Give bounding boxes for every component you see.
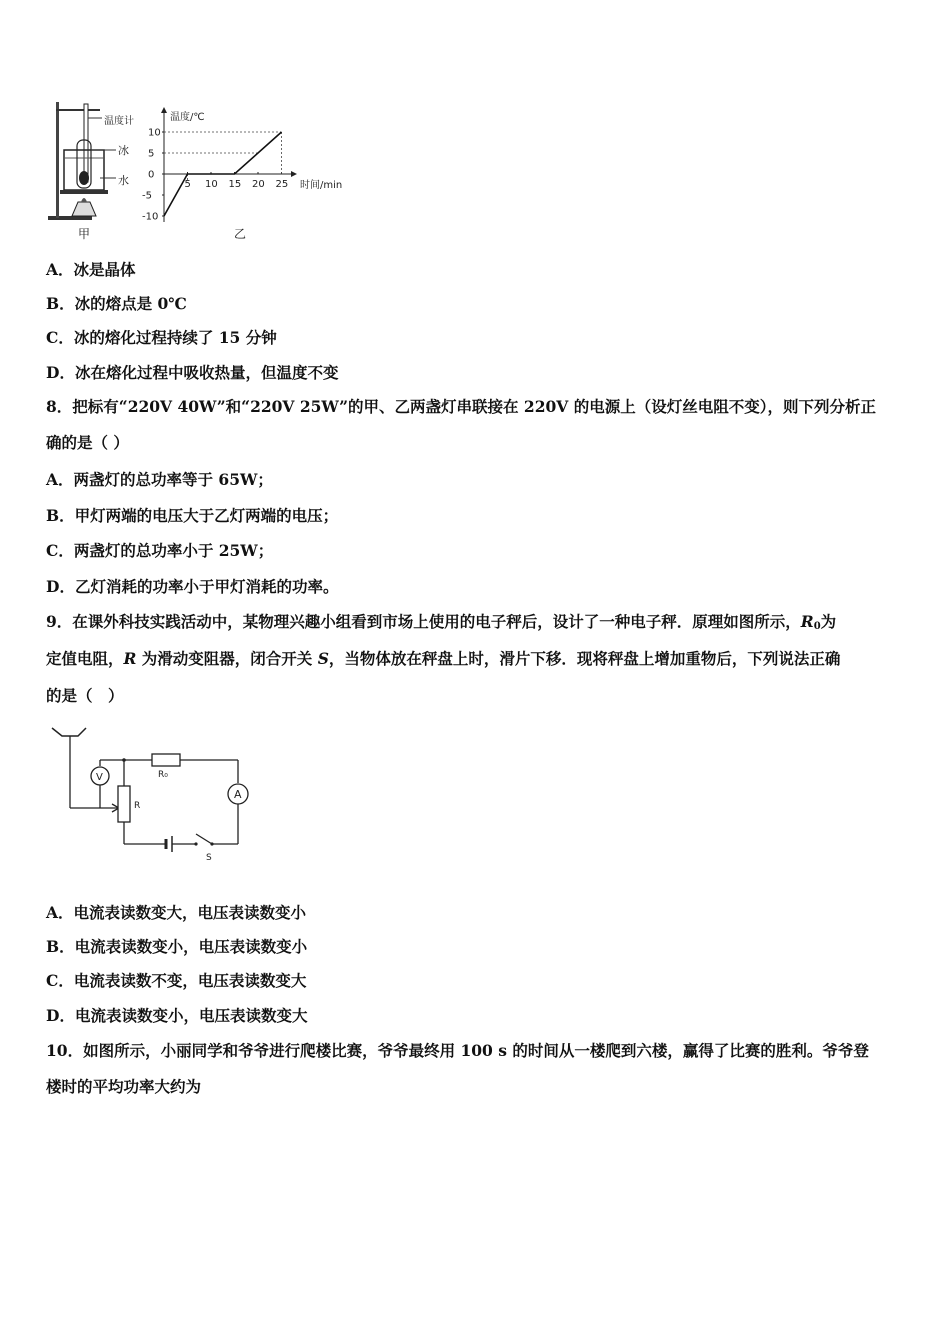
y-tick-label: -10: [142, 211, 159, 223]
voltmeter-label: V: [96, 772, 103, 783]
resistor-r0: [152, 754, 180, 766]
q8-option-c: C．两盏灯的总功率小于 25W；: [46, 541, 274, 560]
q7-option-d: D．冰在熔化过程中吸收热量，但温度不变: [46, 363, 339, 382]
q8-option-d: D．乙灯消耗的功率小于甲灯消耗的功率。: [46, 577, 339, 596]
y-axis-label: 温度/℃: [170, 112, 205, 123]
q8-stem-line2: 确的是（ ）: [46, 433, 129, 452]
switch: [196, 834, 212, 844]
scale-circuit-diagram: [48, 724, 258, 864]
y-tick-label: 5: [148, 148, 155, 160]
graph-caption: 乙: [234, 227, 247, 241]
x-tick-label: 25: [275, 179, 289, 190]
x-tick-label: 10: [205, 179, 218, 190]
x-tick-label: 5: [184, 179, 191, 190]
water-label: 水: [118, 174, 129, 187]
q8-stem-line1: 8．把标有“220V 40W”和“220V 25W”的甲、乙两盏灯串联接在 220V 的电源上（设灯丝电阻不变），则下列分析正: [46, 397, 876, 416]
q9-option-d: D．电流表读数变小，电压表读数变大: [46, 1006, 308, 1025]
r-label: R: [134, 801, 141, 811]
ice-label: 冰: [118, 144, 129, 157]
s-symbol: S: [317, 649, 329, 668]
y-tick-label: 10: [148, 127, 161, 139]
y-tick-label: -5: [142, 190, 152, 202]
x-axis-label: 时间/min: [300, 180, 343, 191]
apparatus-caption: 甲: [78, 227, 91, 241]
thermometer-label: 温度计: [104, 116, 134, 127]
scale-pan: [52, 728, 86, 736]
ammeter-label: A: [234, 788, 242, 801]
q9-stem-line1: 9．在课外科技实践活动中，某物理兴趣小组看到市场上使用的电子秤后，设计了一种电子秤．原理如图所示，$R_0$为: [46, 612, 837, 632]
y-tick-label: 0: [148, 169, 155, 181]
q7-option-b: B．冰的熔点是 0℃: [46, 294, 187, 313]
q9-stem-line2: 定值电阻，R 为滑动变阻器，闭合开关 S，当物体放在秤盘上时，滑片下移．现将秤盘上增加重物后，下列说法正确: [46, 649, 841, 668]
q9-option-a: A．电流表读数变大，电压表读数变小: [46, 903, 307, 922]
q7-option-a: A．冰是晶体: [46, 260, 136, 279]
r0-symbol: R: [800, 612, 814, 631]
q8-option-a: A．两盏灯的总功率等于 65W；: [46, 470, 273, 489]
q10-stem-line2: 楼时的平均功率大约为: [46, 1077, 202, 1096]
q10-stem-line1: 10．如图所示，小丽同学和爷爷进行爬楼比赛，爷爷最终用 100 s 的时间从一楼爬到六楼，赢得了比赛的胜利。爷爷登: [46, 1041, 869, 1060]
q7-option-c: C．冰的熔化过程持续了 15 分钟: [46, 328, 277, 347]
r0-label: R₀: [158, 770, 168, 780]
q8-option-b: B．甲灯两端的电压大于乙灯两端的电压；: [46, 506, 339, 525]
q9-option-b: B．电流表读数变小，电压表读数变小: [46, 937, 308, 956]
x-tick-label: 20: [252, 179, 265, 190]
switch-label: S: [206, 853, 212, 863]
q9-option-c: C．电流表读数不变，电压表读数变大: [46, 971, 307, 990]
temperature-time-graph: [140, 106, 355, 242]
q9-stem-line3: 的是（ ）: [46, 686, 124, 705]
x-tick-label: 15: [228, 179, 242, 190]
rheostat-r: [118, 786, 130, 822]
apparatus-figure: [44, 98, 144, 242]
r-symbol: R: [123, 649, 137, 668]
